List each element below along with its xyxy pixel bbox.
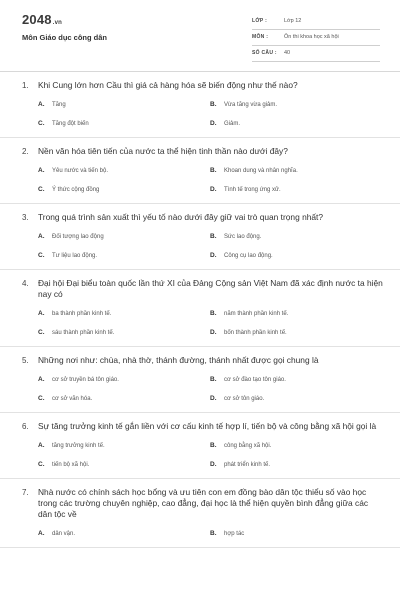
subject-title: Môn Giáo dục công dân	[22, 33, 107, 42]
answer-options	[38, 528, 384, 539]
answer-letter: A.	[38, 101, 45, 108]
answer-letter: D.	[210, 329, 217, 336]
answer-letter: B.	[210, 376, 217, 383]
answer-option[interactable]	[210, 459, 382, 470]
answer-letter: B.	[210, 310, 217, 317]
answer-option[interactable]	[38, 459, 210, 470]
answer-text: Giảm.	[224, 120, 241, 127]
answer-letter: C.	[38, 329, 45, 336]
logo-main: 2048	[22, 12, 52, 27]
answer-letter: D.	[210, 461, 217, 468]
answer-letter: B.	[210, 233, 217, 240]
answer-option[interactable]	[210, 118, 382, 129]
answer-option[interactable]	[38, 374, 210, 385]
question-list	[0, 72, 400, 548]
meta-value: 40	[284, 50, 291, 56]
answer-option[interactable]	[38, 118, 210, 129]
answer-letter: C.	[38, 461, 45, 468]
answer-text: cơ sở tôn giáo.	[224, 395, 265, 402]
answer-options	[38, 165, 384, 195]
question-header	[22, 146, 384, 157]
answer-letter: A.	[38, 167, 45, 174]
answer-letter: B.	[210, 167, 217, 174]
question-2	[0, 138, 400, 204]
question-number: 4.	[22, 279, 29, 288]
answer-text: cơ sở đào tạo tôn giáo.	[224, 376, 286, 383]
meta-row-class	[252, 16, 380, 30]
answer-option[interactable]	[38, 165, 210, 176]
meta-label: SỐ CÂU :	[252, 50, 277, 56]
answer-text: Tình tế trong ứng xử.	[224, 186, 281, 193]
answer-text: sáu thành phần kinh tế.	[52, 329, 115, 336]
answer-letter: B.	[210, 442, 217, 449]
answer-options	[38, 374, 384, 404]
answer-text: ba thành phần kinh tế.	[52, 310, 112, 317]
site-logo[interactable]	[22, 12, 62, 27]
answer-option[interactable]	[38, 99, 210, 110]
question-number: 1.	[22, 81, 29, 90]
answer-option[interactable]	[210, 165, 382, 176]
answer-option[interactable]	[38, 184, 210, 195]
answer-letter: C.	[38, 120, 45, 127]
answer-text: cơ sở truyền bá tôn giáo.	[52, 376, 119, 383]
question-text: Nền văn hóa tiên tiến của nước ta thể hiện tinh thần nào dưới đây?	[38, 146, 288, 156]
exam-meta	[252, 16, 380, 64]
answer-text: cơ sở văn hóa.	[52, 395, 93, 402]
question-number: 7.	[22, 488, 29, 497]
answer-text: phát triển kinh tế.	[224, 461, 271, 468]
answer-letter: D.	[210, 252, 217, 259]
answer-option[interactable]	[210, 308, 382, 319]
answer-option[interactable]	[210, 184, 382, 195]
answer-option[interactable]	[38, 528, 210, 539]
meta-row-subject	[252, 32, 380, 46]
page-header	[0, 0, 400, 72]
answer-letter: D.	[210, 120, 217, 127]
answer-letter: C.	[38, 395, 45, 402]
answer-letter: B.	[210, 101, 217, 108]
answer-text: hợp tác	[224, 530, 245, 537]
answer-text: Tăng	[52, 101, 66, 108]
question-header	[22, 278, 384, 300]
answer-option[interactable]	[210, 393, 382, 404]
question-header	[22, 355, 384, 366]
answer-text: tăng trưởng kinh tế.	[52, 442, 105, 449]
answer-text: năm thành phần kinh tế.	[224, 310, 289, 317]
answer-letter: C.	[38, 252, 45, 259]
answer-options	[38, 308, 384, 338]
answer-option[interactable]	[210, 231, 382, 242]
answer-option[interactable]	[38, 308, 210, 319]
question-header	[22, 212, 384, 223]
question-header	[22, 421, 384, 432]
answer-text: Đối tượng lao động	[52, 233, 104, 240]
answer-text: Khoan dung và nhân nghĩa.	[224, 167, 298, 174]
answer-options	[38, 99, 384, 129]
question-number: 3.	[22, 213, 29, 222]
answer-option[interactable]	[210, 374, 382, 385]
answer-text: Tăng đột biến	[52, 120, 89, 127]
question-header	[22, 487, 384, 520]
question-text: Đại hội Đại biểu toàn quốc lần thứ XI của Đảng Cộng sản Việt Nam đã xác định nước ta hiện nay có	[38, 278, 383, 299]
answer-letter: D.	[210, 395, 217, 402]
question-header	[22, 80, 384, 91]
answer-text: dân vận.	[52, 530, 76, 537]
question-3	[0, 204, 400, 270]
answer-option[interactable]	[38, 440, 210, 451]
answer-text: Công cụ lao động.	[224, 252, 273, 259]
answer-options	[38, 440, 384, 470]
answer-letter: A.	[38, 310, 45, 317]
question-4	[0, 270, 400, 347]
question-number: 5.	[22, 356, 29, 365]
answer-text: Yêu nước và tiến bộ.	[52, 167, 108, 174]
question-text: Khi Cung lớn hơn Cầu thì giá cả hàng hóa sẽ biến động như thế nào?	[38, 80, 298, 90]
question-5	[0, 347, 400, 413]
answer-text: tiến bộ xã hội.	[52, 461, 90, 468]
answer-letter: A.	[38, 233, 45, 240]
answer-option[interactable]	[38, 231, 210, 242]
answer-text: Tư liệu lao động.	[52, 252, 98, 259]
meta-value: Ôn thi khoa học xã hội	[284, 34, 339, 40]
answer-letter: D.	[210, 186, 217, 193]
answer-letter: A.	[38, 376, 45, 383]
answer-option[interactable]	[210, 99, 382, 110]
question-number: 2.	[22, 147, 29, 156]
answer-letter: A.	[38, 442, 45, 449]
question-number: 6.	[22, 422, 29, 431]
meta-value: Lớp 12	[284, 18, 302, 24]
answer-option[interactable]	[210, 327, 382, 338]
answer-option[interactable]	[210, 250, 382, 261]
answer-options	[38, 231, 384, 261]
question-6	[0, 413, 400, 479]
answer-letter: C.	[38, 186, 45, 193]
answer-text: Ý thức cộng đồng	[52, 186, 100, 193]
logo-tld: .vn	[52, 20, 63, 26]
answer-option[interactable]	[38, 327, 210, 338]
question-7	[0, 479, 400, 548]
meta-row-count	[252, 48, 380, 62]
question-text: Sự tăng trưởng kinh tế gắn liền với cơ cấu kinh tế hợp lí, tiến bộ và công bằng xã hội gọi là	[38, 421, 377, 431]
answer-text: công bằng xã hội.	[224, 442, 272, 449]
answer-text: bốn thành phần kinh tế.	[224, 329, 287, 336]
answer-option[interactable]	[210, 440, 382, 451]
answer-option[interactable]	[210, 528, 382, 539]
question-1	[0, 72, 400, 138]
meta-label: MÔN :	[252, 34, 269, 40]
answer-letter: A.	[38, 530, 45, 537]
answer-letter: B.	[210, 530, 217, 537]
question-text: Trong quá trình sản xuất thì yếu tố nào dưới đây giữ vai trò quan trọng nhất?	[38, 212, 324, 222]
answer-text: Sức lao động.	[224, 233, 262, 240]
answer-option[interactable]	[38, 250, 210, 261]
answer-text: Vừa tăng vừa giảm.	[224, 101, 278, 108]
meta-label: LỚP :	[252, 18, 268, 24]
answer-option[interactable]	[38, 393, 210, 404]
question-text: Những nơi như: chùa, nhà thờ, thánh đường, thánh nhất được gọi chung là	[38, 355, 319, 365]
question-text: Nhà nước có chính sách học bổng và ưu tiên con em đồng bào dân tộc thiểu số vào học trong các trường chuyên nghiệp, cao đẳng, đại học là thể hiện quyền bình đẳng giữa các dân tộc về	[38, 487, 369, 519]
